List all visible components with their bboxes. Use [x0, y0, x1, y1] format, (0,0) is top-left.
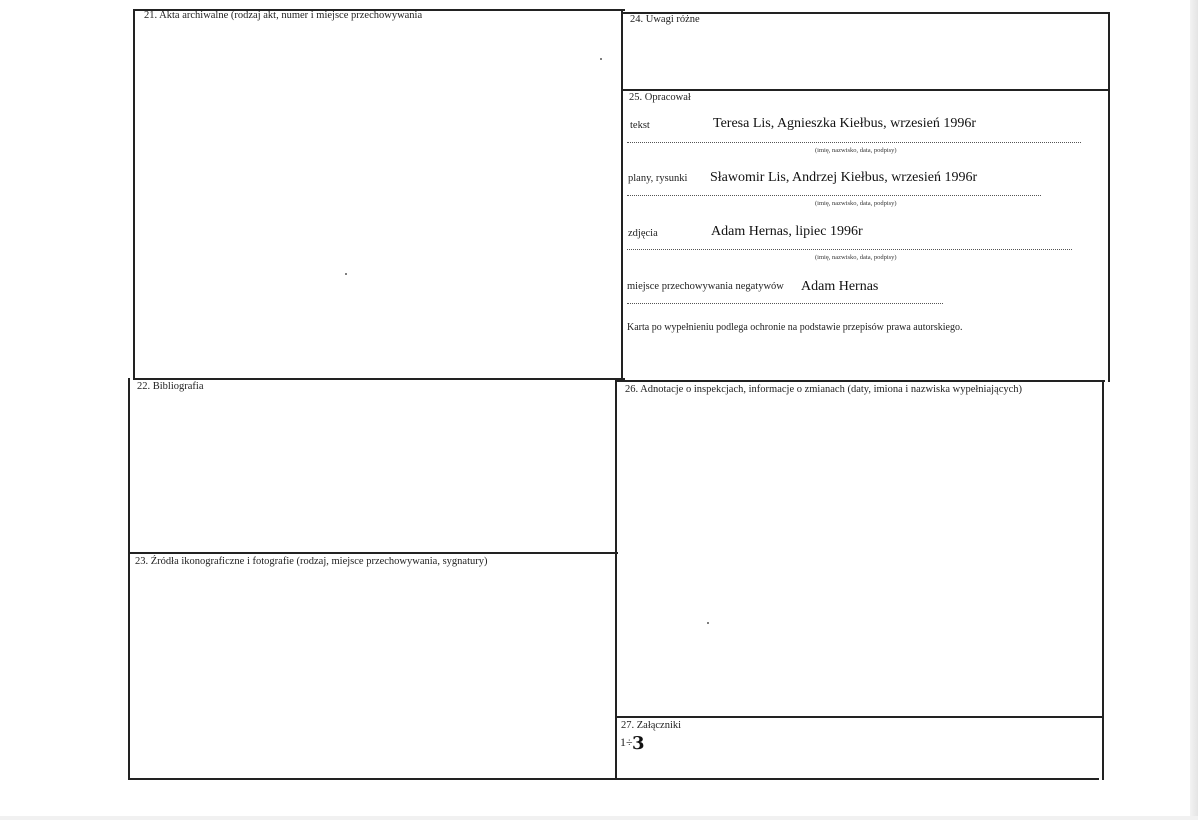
- negatives-label: miejsce przechowywania negatywów: [627, 281, 784, 292]
- plany-value: Sławomir Lis, Andrzej Kiełbus, wrzesień 1996r: [710, 170, 978, 185]
- frame-right-lower: [1102, 380, 1104, 780]
- divider-26-27: [615, 716, 1104, 718]
- section-24-title: 24. Uwagi różne: [630, 14, 700, 25]
- plany-label: plany, rysunki: [628, 173, 688, 184]
- scan-edge-bottom: [0, 816, 1198, 820]
- zdjecia-value: Adam Hernas, lipiec 1996r: [711, 224, 863, 239]
- scan-speck: [345, 273, 347, 275]
- section-25-title: 25. Opracował: [629, 92, 691, 103]
- frame-left-lower: [128, 378, 130, 780]
- frame-right-upper: [1108, 12, 1110, 382]
- scan-edge: [1190, 0, 1198, 820]
- column-divider-upper: [621, 9, 623, 381]
- zdjecia-line: [627, 249, 1072, 250]
- attachments-handwritten-number: 3: [632, 733, 645, 754]
- plany-line: [627, 195, 1041, 196]
- frame-left: [133, 9, 135, 380]
- column-divider-lower: [615, 380, 617, 780]
- negatives-value: Adam Hernas: [801, 279, 879, 294]
- tekst-line: [627, 142, 1081, 143]
- frame-bottom: [128, 778, 1099, 780]
- zdjecia-label: zdjęcia: [628, 228, 658, 239]
- negatives-line: [627, 303, 943, 304]
- copyright-note: Karta po wypełnieniu podlega ochronie na podstawie przepisów prawa autorskiego.: [627, 322, 963, 333]
- tekst-signature-hint: (imię, nazwisko, data, podpisy): [815, 147, 897, 154]
- section-27-title: 27. Załączniki: [621, 720, 682, 731]
- plany-signature-hint: (imię, nazwisko, data, podpisy): [815, 200, 897, 207]
- section-21-title: 21. Akta archiwalne (rodzaj akt, numer i miejsce przechowywania: [144, 10, 423, 21]
- zdjecia-signature-hint: (imię, nazwisko, data, podpisy): [815, 254, 897, 261]
- tekst-label: tekst: [630, 120, 650, 131]
- scan-speck: [707, 622, 709, 624]
- divider-24-25: [621, 89, 1110, 91]
- section-22-title: 22. Bibliografia: [137, 381, 204, 392]
- tekst-value: Teresa Lis, Agnieszka Kiełbus, wrzesień 1996r: [713, 116, 976, 131]
- divider-22-23: [130, 552, 618, 554]
- divider-21-22: [133, 378, 625, 380]
- section-23-title: 23. Źródła ikonograficzne i fotografie (rodzaj, miejsce przechowywania, sygnatury): [135, 556, 488, 567]
- section-26-title: 26. Adnotacje o inspekcjach, informacje o zmianach (daty, imiona i nazwiska wypełniających): [625, 384, 1023, 395]
- divider-25-26: [615, 380, 1105, 382]
- scan-speck: [600, 58, 602, 60]
- attachments-prefix: 1÷: [620, 735, 633, 749]
